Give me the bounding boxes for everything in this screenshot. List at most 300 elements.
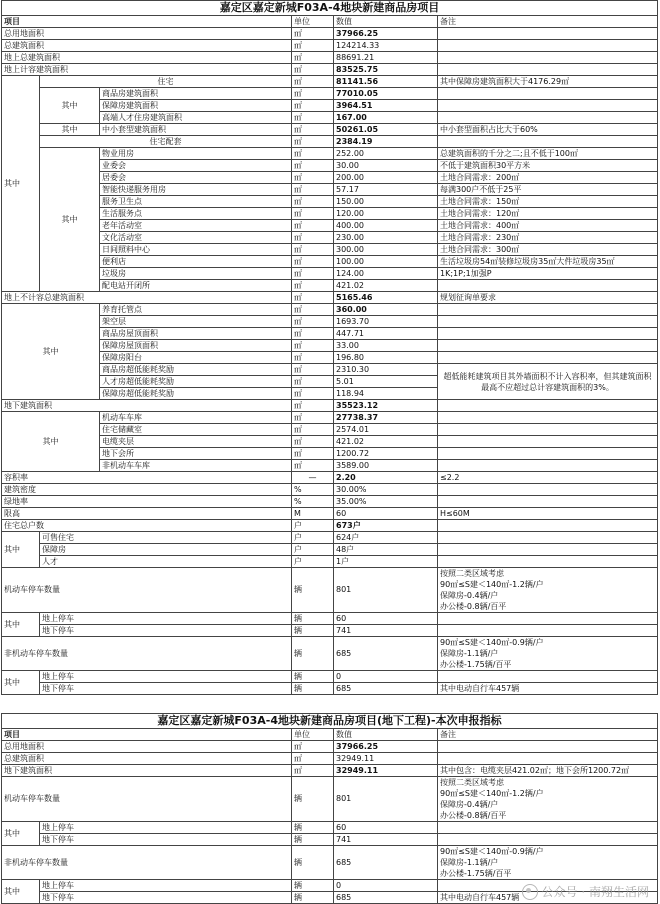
table-cell: 447.71 xyxy=(334,328,438,340)
table-cell: 2310.30 xyxy=(334,364,438,376)
table-cell: 非机动车停车数量 xyxy=(2,846,292,880)
table-cell: 230.00 xyxy=(334,232,438,244)
table-cell: 按照二类区域考虑 xyxy=(440,569,504,578)
table-row xyxy=(2,100,658,112)
page xyxy=(1,0,659,904)
table-cell: ㎡ xyxy=(292,448,334,460)
car-parking-note xyxy=(438,568,658,613)
table-cell: ㎡ xyxy=(292,244,334,256)
table-cell: 421.02 xyxy=(334,280,438,292)
table-row xyxy=(2,124,658,136)
table-cell: 辆 xyxy=(292,637,334,671)
table-cell: 其中电动自行车457辆 xyxy=(438,683,658,695)
bike-parking-note xyxy=(438,846,658,880)
table-cell: 地下停车 xyxy=(40,683,292,695)
table-underground-title: 嘉定区嘉定新城F03A-4地块新建商品房项目(地下工程)-本次申报指标 xyxy=(2,714,658,729)
table-cell xyxy=(438,834,658,846)
table-row xyxy=(2,352,658,364)
table-cell: ㎡ xyxy=(292,412,334,424)
table-cell: 保障房建筑面积 xyxy=(100,100,292,112)
table-cell: 3964.51 xyxy=(334,100,438,112)
col-header-note: 备注 xyxy=(438,16,658,28)
table-cell: 60 xyxy=(334,613,438,625)
table-cell: 5.01 xyxy=(334,376,438,388)
col-header-item: 项目 xyxy=(2,16,292,28)
table-cell: ㎡ xyxy=(292,352,334,364)
table-cell xyxy=(438,448,658,460)
table-row xyxy=(2,448,658,460)
table-cell: ㎡ xyxy=(292,40,334,52)
table-cell: 57.17 xyxy=(334,184,438,196)
table-cell xyxy=(438,136,658,148)
table-cell: 绿地率 xyxy=(2,496,292,508)
table-cell xyxy=(438,52,658,64)
table-row xyxy=(2,364,658,376)
table-cell: ㎡ xyxy=(292,160,334,172)
table-cell: 685 xyxy=(334,846,438,880)
table-row xyxy=(2,424,658,436)
table-row xyxy=(2,184,658,196)
table-row xyxy=(2,765,658,777)
table-cell: 保障房超低能耗奖励 xyxy=(100,388,292,400)
table-cell: 按照二类区域考虑 xyxy=(440,778,504,787)
table-cell: ㎡ xyxy=(292,172,334,184)
table-cell: 户 xyxy=(292,520,334,532)
col-header-value: 数值 xyxy=(334,16,438,28)
table-cell: 辆 xyxy=(292,880,334,892)
table-gap xyxy=(1,695,659,713)
table-cell: 保障房-0.4辆/户 xyxy=(440,800,499,809)
col-header-item: 项目 xyxy=(2,729,292,741)
table-row xyxy=(2,208,658,220)
bike-parking-note xyxy=(438,637,658,671)
table-cell: 90㎡≤S建＜140㎡-0.9辆/户 xyxy=(440,847,544,856)
table-cell: 60 xyxy=(334,508,438,520)
table-cell: 167.00 xyxy=(334,112,438,124)
table-cell: 200.00 xyxy=(334,172,438,184)
table-cell: 中小套型建筑面积 xyxy=(100,124,292,136)
table-cell: 150.00 xyxy=(334,196,438,208)
table-cell: ㎡ xyxy=(292,376,334,388)
table-cell: 地下建筑面积 xyxy=(2,765,292,777)
table-cell: % xyxy=(292,496,334,508)
watermark-text: 公众号 · 南翔生活网 xyxy=(541,885,649,899)
table-cell: 辆 xyxy=(292,568,334,613)
table-cell: ㎡ xyxy=(292,232,334,244)
table-cell: 便利店 xyxy=(100,256,292,268)
table-cell: 建筑密度 xyxy=(2,484,292,496)
table-cell: 生活垃圾房54㎡装修垃圾房35㎡大件垃圾房35㎡ xyxy=(438,256,658,268)
table-cell: 地上计容建筑面积 xyxy=(2,64,292,76)
table-cell: 其中 xyxy=(2,613,40,637)
table-cell: 77010.05 xyxy=(334,88,438,100)
table-row xyxy=(2,220,658,232)
table-cell: % xyxy=(292,484,334,496)
table-cell xyxy=(438,88,658,100)
table-cell: 其中 xyxy=(2,671,40,695)
table-cell: 辆 xyxy=(292,777,334,822)
table-cell: ㎡ xyxy=(292,292,334,304)
table-cell: 其中 xyxy=(40,148,100,292)
table-cell: 地下停车 xyxy=(40,892,292,904)
table-cell xyxy=(438,556,658,568)
table-row xyxy=(2,76,658,88)
table-row xyxy=(2,496,658,508)
table-cell xyxy=(438,496,658,508)
table-cell: ㎡ xyxy=(292,112,334,124)
table-cell: 48户 xyxy=(334,544,438,556)
table-cell: 户 xyxy=(292,544,334,556)
table-cell xyxy=(438,100,658,112)
table-cell: 801 xyxy=(334,568,438,613)
table-cell: 高端人才住房建筑面积 xyxy=(100,112,292,124)
table-cell: 1693.70 xyxy=(334,316,438,328)
table-cell: ㎡ xyxy=(292,304,334,316)
table-cell: 81141.56 xyxy=(334,76,438,88)
table-cell: 0 xyxy=(334,671,438,683)
table-cell: 地下会所 xyxy=(100,448,292,460)
table-cell: 可售住宅 xyxy=(40,532,292,544)
table-row xyxy=(2,304,658,316)
table-main xyxy=(1,0,658,695)
table-cell: 土地合同需求：230㎡ xyxy=(438,232,658,244)
table-cell: 5165.46 xyxy=(334,292,438,304)
table-cell: 0 xyxy=(334,880,438,892)
table-cell: ㎡ xyxy=(292,280,334,292)
table-cell: ㎡ xyxy=(292,148,334,160)
table-cell: ㎡ xyxy=(292,316,334,328)
table-cell: 机动车停车数量 xyxy=(2,568,292,613)
table-cell xyxy=(438,532,658,544)
table-cell: ㎡ xyxy=(292,328,334,340)
table-cell: 400.00 xyxy=(334,220,438,232)
table-row xyxy=(2,340,658,352)
table-row xyxy=(2,400,658,412)
table-cell: 户 xyxy=(292,556,334,568)
table-row xyxy=(2,244,658,256)
table-cell: 801 xyxy=(334,777,438,822)
table-cell: 垃圾房 xyxy=(100,268,292,280)
table-row xyxy=(2,40,658,52)
table-cell: 90㎡≤S建＜140㎡-0.9辆/户 xyxy=(440,638,544,647)
table-cell: 住宅总户数 xyxy=(2,520,292,532)
table-cell: 土地合同需求：200㎡ xyxy=(438,172,658,184)
table-cell: ㎡ xyxy=(292,436,334,448)
table-cell: ㎡ xyxy=(292,220,334,232)
table-cell: 总建筑面积 xyxy=(2,753,292,765)
table-cell: 辆 xyxy=(292,822,334,834)
table-cell: ㎡ xyxy=(292,340,334,352)
table-cell xyxy=(438,484,658,496)
table-cell: 机动车停车数量 xyxy=(2,777,292,822)
table-cell xyxy=(438,436,658,448)
table-cell xyxy=(438,741,658,753)
table-cell xyxy=(438,352,658,364)
table-cell: 地下停车 xyxy=(40,834,292,846)
wechat-icon xyxy=(522,884,538,900)
table-cell xyxy=(438,328,658,340)
table-cell: 老年活动室 xyxy=(100,220,292,232)
table-row xyxy=(2,753,658,765)
table-cell: 其中电动自行车457辆 xyxy=(438,892,658,904)
table-cell: 土地合同需求：120㎡ xyxy=(438,208,658,220)
table-cell: 辆 xyxy=(292,671,334,683)
table-cell: 每满300户不低于25平 xyxy=(438,184,658,196)
table-cell xyxy=(438,412,658,424)
table-row xyxy=(2,112,658,124)
table-cell: 电缆夹层 xyxy=(100,436,292,448)
table-cell: 保障房 xyxy=(40,544,292,556)
table-cell: ㎡ xyxy=(292,268,334,280)
table-cell: ㎡ xyxy=(292,741,334,753)
table-cell: 2.20 xyxy=(334,472,438,484)
table-row xyxy=(2,520,658,532)
table-cell: 日间照料中心 xyxy=(100,244,292,256)
table-cell: 保障房屋顶面积 xyxy=(100,340,292,352)
col-header-unit: 单位 xyxy=(292,729,334,741)
table-cell: 容积率 xyxy=(2,472,292,484)
table-cell: 非机动车停车数量 xyxy=(2,637,292,671)
table-row xyxy=(2,777,658,822)
table-cell xyxy=(438,613,658,625)
table-row xyxy=(2,160,658,172)
qizhong-label: 其中 xyxy=(2,76,40,292)
table-cell xyxy=(438,304,658,316)
table-row xyxy=(2,328,658,340)
table-cell: 地上停车 xyxy=(40,822,292,834)
table-row xyxy=(2,28,658,40)
table-cell: ㎡ xyxy=(292,28,334,40)
table-cell: 2574.01 xyxy=(334,424,438,436)
table-cell: 30.00% xyxy=(334,484,438,496)
table-cell: 住宅 xyxy=(40,76,292,88)
table-cell: 养育托管点 xyxy=(100,304,292,316)
table-row xyxy=(2,625,658,637)
table-cell: ㎡ xyxy=(292,460,334,472)
table-cell: 地上停车 xyxy=(40,880,292,892)
table-cell: 其中 xyxy=(40,124,100,136)
table-cell: 其中 xyxy=(2,532,40,568)
watermark xyxy=(522,883,649,900)
table-row xyxy=(2,556,658,568)
table-cell: ㎡ xyxy=(292,100,334,112)
table-cell: 保障房阳台 xyxy=(100,352,292,364)
table-cell: 不低于建筑面积30平方米 xyxy=(438,160,658,172)
table-cell: 物业用房 xyxy=(100,148,292,160)
table-cell: 35523.12 xyxy=(334,400,438,412)
table-cell: 商品房建筑面积 xyxy=(100,88,292,100)
table-cell: 1200.72 xyxy=(334,448,438,460)
table-row xyxy=(2,637,658,671)
table-row xyxy=(2,472,658,484)
table-cell: ㎡ xyxy=(292,400,334,412)
table-cell: 保障房-1.1辆/户 xyxy=(440,649,499,658)
table-cell: 总建筑面积 xyxy=(2,40,292,52)
table-main-title: 嘉定区嘉定新城F03A-4地块新建商品房项目 xyxy=(2,1,658,16)
ultra-low-energy-note: 超低能耗建筑项目其外墙面积不计入容积率，但其建筑面积最高不应超过总计容建筑面积的3%。 xyxy=(438,364,658,400)
table-cell: 27738.37 xyxy=(334,412,438,424)
col-header-note: 备注 xyxy=(438,729,658,741)
table-cell: 地上停车 xyxy=(40,613,292,625)
table-cell: 118.94 xyxy=(334,388,438,400)
table-row xyxy=(2,568,658,613)
table-cell xyxy=(438,112,658,124)
table-cell: 地下建筑面积 xyxy=(2,400,292,412)
table-cell: 741 xyxy=(334,834,438,846)
table-cell: ㎡ xyxy=(292,208,334,220)
table-cell: 其中保障房建筑面积大于4176.29㎡ xyxy=(438,76,658,88)
table-cell: 90㎡≤S建＜140㎡-1.2辆/户 xyxy=(440,789,544,798)
table-row xyxy=(2,292,658,304)
table-cell: 土地合同需求：400㎡ xyxy=(438,220,658,232)
table-cell: 30.00 xyxy=(334,160,438,172)
table-cell: 办公楼-1.75辆/百平 xyxy=(440,869,512,878)
table-cell: 机动车车库 xyxy=(100,412,292,424)
table-cell: 124.00 xyxy=(334,268,438,280)
table-cell: 非机动车车库 xyxy=(100,460,292,472)
table-cell: 辆 xyxy=(292,834,334,846)
table-underground xyxy=(1,713,658,904)
table-cell: 生活服务点 xyxy=(100,208,292,220)
table-cell: M xyxy=(292,508,334,520)
table-row xyxy=(2,316,658,328)
table-row xyxy=(2,613,658,625)
table-cell: ㎡ xyxy=(292,76,334,88)
table-cell: 办公楼-0.8辆/百平 xyxy=(440,602,507,611)
table-cell: 土地合同需求：300㎡ xyxy=(438,244,658,256)
table-row xyxy=(2,136,658,148)
table-cell: 其中 xyxy=(40,88,100,124)
table-cell: 辆 xyxy=(292,625,334,637)
table-cell: ㎡ xyxy=(292,765,334,777)
table-cell: ㎡ xyxy=(292,52,334,64)
table-cell xyxy=(438,544,658,556)
table-cell: 商品房超低能耗奖励 xyxy=(100,364,292,376)
table-row xyxy=(2,412,658,424)
table-cell xyxy=(438,671,658,683)
table-cell: 50261.05 xyxy=(334,124,438,136)
table-cell: 辆 xyxy=(292,613,334,625)
table-cell: 685 xyxy=(334,683,438,695)
table-cell: 地下停车 xyxy=(40,625,292,637)
table-cell: 住宅配套 xyxy=(40,136,292,148)
table-cell: 1户 xyxy=(334,556,438,568)
table-cell: ㎡ xyxy=(292,364,334,376)
table-cell: 360.00 xyxy=(334,304,438,316)
table-cell xyxy=(438,64,658,76)
table-cell: 保障房-0.4辆/户 xyxy=(440,591,499,600)
table-cell: 辆 xyxy=(292,846,334,880)
table-cell: 智能快递服务用房 xyxy=(100,184,292,196)
table-cell: 总建筑面积的千分之二;且不低于100㎡ xyxy=(438,148,658,160)
table-cell: ㎡ xyxy=(292,196,334,208)
table-cell: 90㎡≤S建＜140㎡-1.2辆/户 xyxy=(440,580,544,589)
table-cell xyxy=(438,424,658,436)
table-cell: 其中 xyxy=(2,880,40,904)
table-cell: 户 xyxy=(292,532,334,544)
table-cell: 120.00 xyxy=(334,208,438,220)
table-cell: 2384.19 xyxy=(334,136,438,148)
table-row xyxy=(2,683,658,695)
table-row xyxy=(2,88,658,100)
table-cell: 居委会 xyxy=(100,172,292,184)
table-cell: 741 xyxy=(334,625,438,637)
table-cell: 人才 xyxy=(40,556,292,568)
table-cell: 其中 xyxy=(2,304,100,400)
table-cell: 124214.33 xyxy=(334,40,438,52)
table-cell: 保障房-1.1辆/户 xyxy=(440,858,499,867)
table-row xyxy=(2,148,658,160)
table-cell: 辆 xyxy=(292,683,334,695)
table-cell: — xyxy=(292,472,334,484)
table-cell xyxy=(438,340,658,352)
table-row xyxy=(2,834,658,846)
table-cell: ㎡ xyxy=(292,753,334,765)
table-cell: 总用地面积 xyxy=(2,741,292,753)
table-cell: 196.80 xyxy=(334,352,438,364)
table-cell: ≤2.2 xyxy=(438,472,658,484)
table-cell: H≤60M xyxy=(438,508,658,520)
table-row xyxy=(2,671,658,683)
table-cell: 地上停车 xyxy=(40,671,292,683)
table-row xyxy=(2,280,658,292)
table-cell xyxy=(438,625,658,637)
col-header-value: 数值 xyxy=(334,729,438,741)
table-cell: 33.00 xyxy=(334,340,438,352)
table-cell: 421.02 xyxy=(334,436,438,448)
table-row xyxy=(2,846,658,880)
table-row xyxy=(2,484,658,496)
table-row xyxy=(2,741,658,753)
table-cell: 地上总建筑面积 xyxy=(2,52,292,64)
table-cell: 37966.25 xyxy=(334,741,438,753)
table-cell xyxy=(438,520,658,532)
table-cell: 1K;1P;1加强P xyxy=(438,268,658,280)
table-cell xyxy=(438,753,658,765)
table-cell xyxy=(438,400,658,412)
table-cell: 37966.25 xyxy=(334,28,438,40)
table-cell xyxy=(438,316,658,328)
col-header-unit: 单位 xyxy=(292,16,334,28)
table-cell xyxy=(438,822,658,834)
table-row xyxy=(2,508,658,520)
table-cell: 100.00 xyxy=(334,256,438,268)
table-cell: 文化活动室 xyxy=(100,232,292,244)
table-cell: 商品房屋顶面积 xyxy=(100,328,292,340)
table-cell: 其中 xyxy=(2,412,100,472)
table-row xyxy=(2,544,658,556)
table-cell: 住宅储藏室 xyxy=(100,424,292,436)
table-cell xyxy=(438,280,658,292)
table-cell: 32949.11 xyxy=(334,753,438,765)
table-row xyxy=(2,436,658,448)
table-row xyxy=(2,460,658,472)
table-row xyxy=(2,196,658,208)
table-cell: 辆 xyxy=(292,892,334,904)
table-cell: 3589.00 xyxy=(334,460,438,472)
table-cell: ㎡ xyxy=(292,388,334,400)
table-cell: ㎡ xyxy=(292,256,334,268)
table-cell: 83525.75 xyxy=(334,64,438,76)
table-row xyxy=(2,172,658,184)
table-cell: 252.00 xyxy=(334,148,438,160)
table-cell: 架空层 xyxy=(100,316,292,328)
table-cell: 总用地面积 xyxy=(2,28,292,40)
table-cell: 35.00% xyxy=(334,496,438,508)
table-cell: 685 xyxy=(334,892,438,904)
table-cell: 业委会 xyxy=(100,160,292,172)
table-cell: 88691.21 xyxy=(334,52,438,64)
